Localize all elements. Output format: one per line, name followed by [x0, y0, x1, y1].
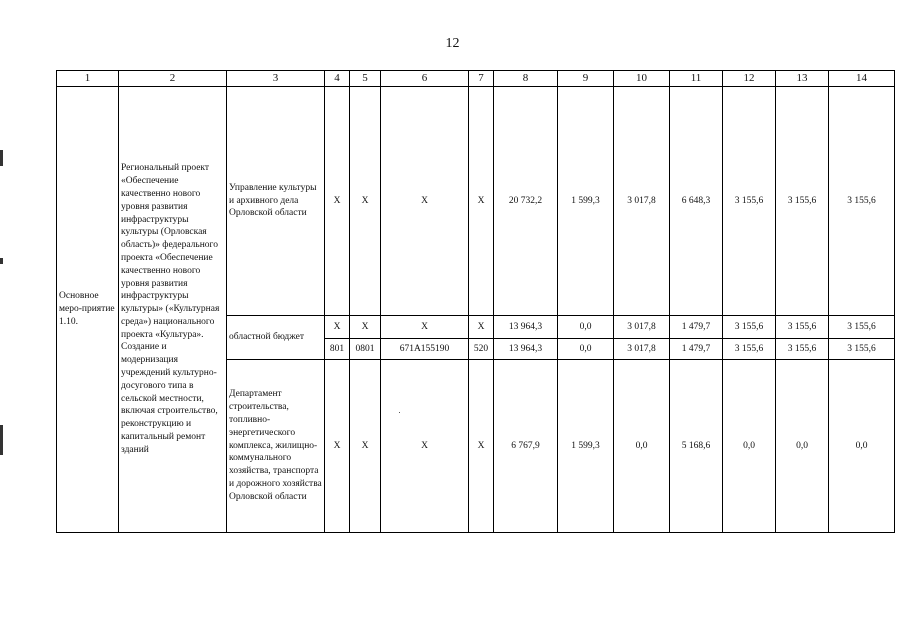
col-header: 10	[614, 71, 670, 87]
code-cell: 0801	[350, 339, 381, 360]
amount-cell: 5 168,6	[670, 360, 723, 533]
col-header: 2	[119, 71, 227, 87]
code-cell: X	[381, 87, 469, 316]
col-header: 12	[723, 71, 776, 87]
budget-table	[56, 70, 895, 533]
amount-cell: 0,0	[829, 360, 895, 533]
amount-cell: 3 017,8	[614, 339, 670, 360]
amount-cell: 3 155,6	[829, 339, 895, 360]
code-cell: X	[469, 360, 494, 533]
col-header: 13	[776, 71, 829, 87]
col-header: 8	[494, 71, 558, 87]
code-cell: X	[325, 87, 350, 316]
amount-cell: 0,0	[723, 360, 776, 533]
code-cell: X	[381, 360, 469, 533]
measure-code: Основное меро-приятие 1.10.	[57, 87, 119, 533]
amount-cell: 0,0	[558, 339, 614, 360]
amount-cell: 3 017,8	[614, 316, 670, 339]
amount-cell: 0,0	[558, 316, 614, 339]
amount-cell: 0,0	[776, 360, 829, 533]
code-cell: X	[469, 316, 494, 339]
col-header: 4	[325, 71, 350, 87]
col-header: 11	[670, 71, 723, 87]
amount-cell: 1 479,7	[670, 339, 723, 360]
amount-cell: 3 155,6	[723, 316, 776, 339]
amount-cell: 6 767,9	[494, 360, 558, 533]
measure-description: Региональный проект «Обеспечение качественно нового уровня развития инфраструктуры культуры (Орловская область)» федерального проекта «Обеспечение качественно нового уровня развития инфраструктуры культуры» («Культурная среда») национального проекта «Культура». Создание и модернизация учреждений культурно-досугового типа в сельской местности, включая строительство, реконструкцию и капитальный ремонт зданий	[119, 87, 227, 533]
code-cell: X	[350, 360, 381, 533]
col-header: 5	[350, 71, 381, 87]
col-header: 3	[227, 71, 325, 87]
code-cell: X	[325, 360, 350, 533]
amount-cell: 1 479,7	[670, 316, 723, 339]
col-header: 7	[469, 71, 494, 87]
code-cell: X	[325, 316, 350, 339]
amount-cell: 3 155,6	[723, 87, 776, 316]
code-cell: X	[381, 316, 469, 339]
code-cell: X	[350, 87, 381, 316]
header-row	[57, 71, 895, 87]
page-number: 12	[445, 36, 460, 51]
amount-cell: 3 155,6	[829, 316, 895, 339]
col-header: 6	[381, 71, 469, 87]
amount-cell: 3 155,6	[723, 339, 776, 360]
amount-cell: 6 648,3	[670, 87, 723, 316]
table-row	[57, 87, 895, 316]
code-cell: X	[350, 316, 381, 339]
scan-edge-mark	[0, 258, 3, 264]
amount-cell: 20 732,2	[494, 87, 558, 316]
amount-cell: 3 155,6	[776, 339, 829, 360]
amount-cell: 3 155,6	[829, 87, 895, 316]
scan-speck	[399, 412, 400, 413]
executor-cell: областной бюджет	[227, 316, 325, 360]
amount-cell: 1 599,3	[558, 87, 614, 316]
executor-cell: Управление культуры и архивного дела Орловской области	[227, 87, 325, 316]
scan-edge-mark	[0, 425, 3, 455]
code-cell: 671A155190	[381, 339, 469, 360]
amount-cell: 3 155,6	[776, 316, 829, 339]
amount-cell: 3 017,8	[614, 87, 670, 316]
amount-cell: 1 599,3	[558, 360, 614, 533]
amount-cell: 3 155,6	[776, 87, 829, 316]
col-header: 1	[57, 71, 119, 87]
amount-cell: 13 964,3	[494, 316, 558, 339]
col-header: 14	[829, 71, 895, 87]
code-cell: 520	[469, 339, 494, 360]
scan-edge-mark	[0, 150, 3, 166]
col-header: 9	[558, 71, 614, 87]
amount-cell: 0,0	[614, 360, 670, 533]
executor-cell: Департамент строительства, топливно-энергетического комплекса, жилищно-коммунального хозяйства, транспорта и дорожного хозяйства Орловской области	[227, 360, 325, 533]
code-cell: X	[469, 87, 494, 316]
amount-cell: 13 964,3	[494, 339, 558, 360]
code-cell: 801	[325, 339, 350, 360]
